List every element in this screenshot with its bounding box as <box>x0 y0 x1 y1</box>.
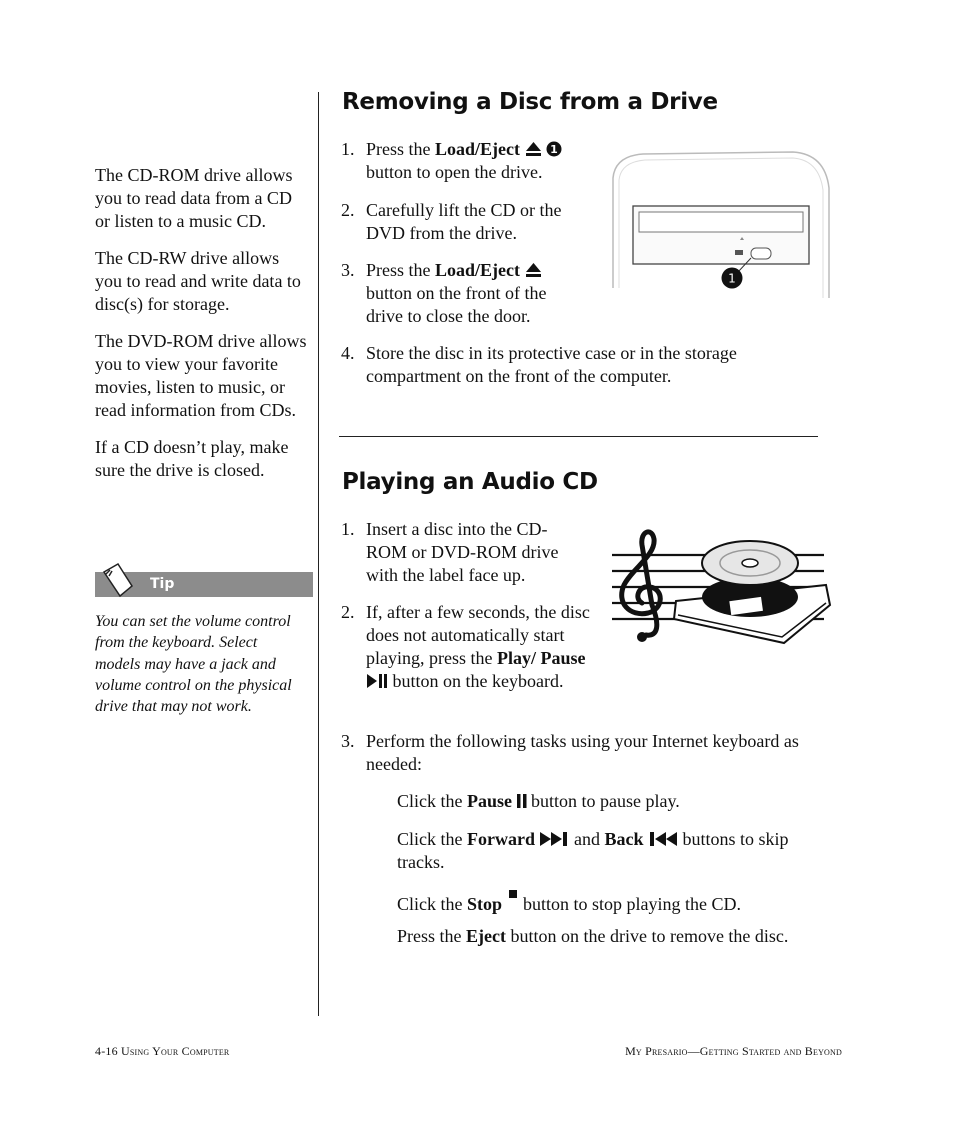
item-text: If, after a few seconds, the disc does not automatically start playing, press the <box>366 602 590 668</box>
pause-label: Pause <box>467 791 512 811</box>
cd-drive-illustration <box>603 148 833 298</box>
svg-text:1: 1 <box>550 143 558 156</box>
task-text: Click the <box>397 829 467 849</box>
task-text: button to stop playing the CD. <box>518 894 742 914</box>
item-text: button on the keyboard. <box>388 671 564 691</box>
sidebar <box>95 164 310 496</box>
eject-icon <box>525 141 542 157</box>
task-text: Press the <box>397 926 466 946</box>
load-eject-label: Load/Eject <box>435 139 520 159</box>
item-body <box>366 259 571 328</box>
item-text: Press the <box>366 260 435 280</box>
task-eject <box>397 925 847 948</box>
footer-right: My Presario—Getting Started and Beyond <box>625 1044 842 1058</box>
item-text: Perform the following tasks using your Internet keyboard as needed: <box>366 731 799 774</box>
drive-callout-number: 1 <box>728 271 736 286</box>
task-text: Click the <box>397 791 467 811</box>
sidebar-cdrom-text: The CD-ROM drive allows you to read data from a CD or listen to a music CD. <box>95 165 293 231</box>
forward-label: Forward <box>467 829 535 849</box>
item-number: 3. <box>341 260 355 280</box>
stop-icon <box>507 888 519 908</box>
play-label: Play/ <box>496 648 536 668</box>
tip-label: Tip <box>150 576 175 592</box>
audio-cd-illustration <box>612 525 834 650</box>
section-divider <box>339 436 818 437</box>
item-number: 4. <box>341 343 355 363</box>
item-text: Carefully lift the CD or the DVD from the drive. <box>366 200 562 243</box>
sidebar-dvd-text: The DVD-ROM drive allows you to view your favorite movies, listen to music, or read information from CDs. <box>95 331 307 420</box>
item-text: Press the <box>366 139 435 159</box>
task-skip <box>397 828 837 874</box>
item-number: 3. <box>341 731 355 751</box>
task-text: and <box>569 829 605 849</box>
item-number: 1. <box>341 519 355 539</box>
item-text: button on the front of the drive to close the door. <box>366 283 547 326</box>
eject-label: Eject <box>466 926 506 946</box>
back-label: Back <box>604 829 644 849</box>
column-divider <box>318 92 319 1016</box>
forward-icon <box>539 831 569 847</box>
task-stop <box>397 888 837 916</box>
section-title-playing-audio: Playing an Audio CD <box>342 469 598 495</box>
callout-1-icon <box>546 141 562 157</box>
task-pause <box>397 790 837 813</box>
sidebar-closed-text: If a CD doesn’t play, make sure the drive is closed. <box>95 437 289 480</box>
section-title-removing-disc: Removing a Disc from a Drive <box>342 89 718 115</box>
stop-label: Stop <box>467 894 503 914</box>
tip-note-icon <box>96 558 138 600</box>
play-pause-icon <box>366 673 388 689</box>
item-number: 2. <box>341 602 355 622</box>
item-number: 2. <box>341 200 355 220</box>
item-text: button to open the drive. <box>366 162 543 182</box>
task-text: buttons to skip tracks. <box>397 829 789 872</box>
item-text: Store the disc in its protective case or in the storage compartment on the front of the computer. <box>366 343 737 386</box>
task-text: Click the <box>397 894 467 914</box>
sidebar-cdrw-text: The CD-RW drive allows you to read and write data to disc(s) for storage. <box>95 248 301 314</box>
back-icon <box>648 831 678 847</box>
tip-text: You can set the volume control from the keyboard. Select models may have a jack and volume control on the physical drive that may not work. <box>95 613 292 716</box>
task-text: button on the drive to remove the disc. <box>505 926 789 946</box>
pause-label: Pause <box>540 648 586 668</box>
load-eject-label: Load/Eject <box>435 260 520 280</box>
item-body <box>366 601 594 693</box>
item-text: Insert a disc into the CD-ROM or DVD-ROM drive with the label face up. <box>366 519 559 585</box>
pause-icon <box>517 793 527 809</box>
item-body <box>366 138 591 184</box>
eject-icon <box>525 262 542 278</box>
item-number: 1. <box>341 139 355 159</box>
footer-left: 4-16 Using Your Computer <box>95 1044 230 1058</box>
task-text: button to pause play. <box>526 791 680 811</box>
